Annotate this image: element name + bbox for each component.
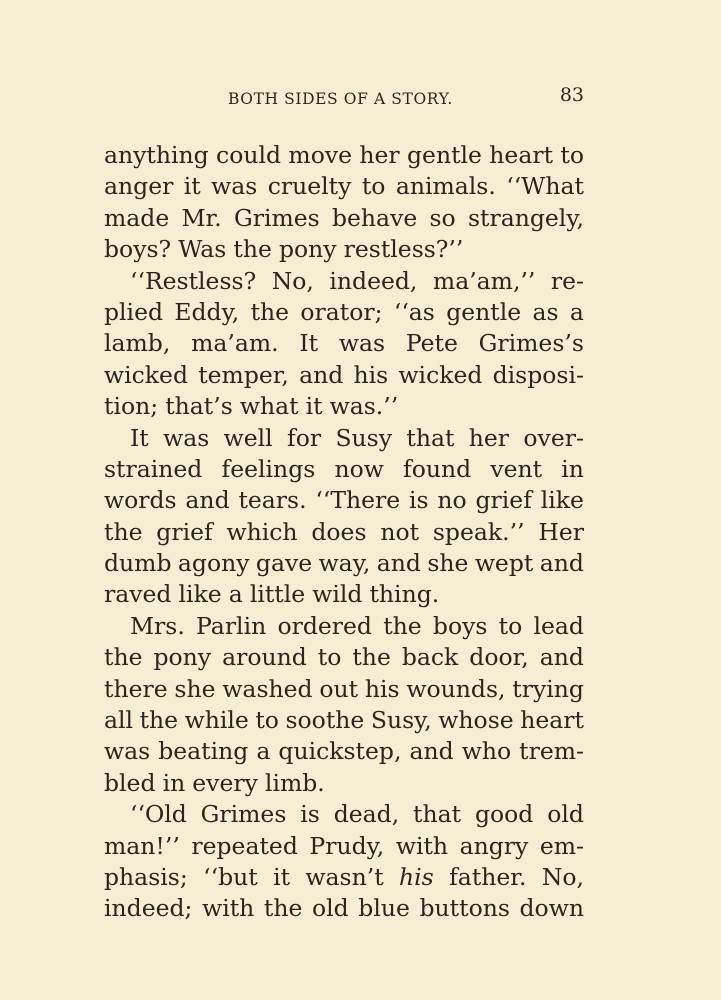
word: back — [401, 643, 459, 672]
word: animals. — [395, 172, 496, 201]
word: for — [287, 423, 322, 452]
word: tion; — [104, 392, 159, 421]
word: boys — [432, 611, 488, 640]
word: repeated — [191, 831, 298, 860]
word: there — [104, 674, 168, 703]
word: temper, — [198, 360, 289, 389]
word: wounds, — [406, 674, 506, 703]
word: trem- — [519, 737, 584, 766]
word: pony — [153, 643, 212, 672]
word: and — [376, 549, 421, 578]
word: man!’’ — [104, 831, 180, 860]
word: lamb, — [104, 329, 171, 358]
word: as — [532, 297, 559, 326]
word: plied — [104, 297, 164, 326]
word: angry — [459, 831, 529, 860]
word: washed — [222, 674, 313, 703]
word: his — [399, 862, 434, 891]
word: boys? — [104, 235, 172, 264]
word: wicked — [398, 360, 483, 389]
word: Susy — [335, 423, 393, 452]
word: his — [353, 360, 389, 389]
word: and — [409, 737, 454, 766]
word: over- — [523, 423, 584, 452]
word: good — [474, 800, 534, 829]
text-line — [104, 297, 584, 328]
word: like — [540, 486, 584, 515]
word: Eddy, — [174, 297, 240, 326]
word: Grimes — [233, 203, 320, 232]
word: whose — [438, 706, 514, 735]
page-header — [104, 84, 584, 114]
text-line — [104, 579, 584, 610]
text-line — [104, 642, 584, 673]
word: wicked — [104, 360, 188, 389]
word: Grimes — [200, 800, 287, 829]
word: it — [273, 862, 291, 891]
text-line — [104, 611, 584, 642]
word: made — [104, 203, 170, 232]
word: the — [250, 297, 290, 326]
word: wasn’t — [305, 862, 384, 891]
word: is — [300, 800, 320, 829]
word: anger — [104, 172, 174, 201]
text-line — [104, 328, 584, 359]
word: the — [104, 517, 143, 546]
text-line — [104, 517, 584, 548]
word: speak.’’ — [432, 517, 525, 546]
word: door, — [469, 643, 529, 672]
word: Susy, — [370, 706, 432, 735]
text-line — [104, 203, 584, 234]
word: grief — [156, 517, 213, 546]
running-head: BOTH SIDES OF A STORY. — [228, 90, 453, 108]
word: not — [380, 517, 420, 546]
word: little — [249, 580, 306, 609]
word: and — [539, 643, 584, 672]
word: ‘‘Restless? — [130, 266, 257, 295]
word: is — [409, 486, 429, 515]
word: ordered — [277, 611, 372, 640]
word: Prudy, — [309, 831, 385, 860]
word: trying — [512, 674, 584, 703]
word: heart — [520, 706, 584, 735]
word: wild — [312, 580, 363, 609]
word: a — [569, 297, 584, 326]
word: feelings — [221, 454, 316, 483]
text-line — [104, 736, 584, 767]
text-line — [104, 893, 584, 924]
word: so — [429, 203, 456, 232]
word: old — [311, 894, 349, 923]
word: what — [239, 392, 299, 421]
text-line — [104, 548, 584, 579]
word: Her — [538, 517, 584, 546]
word: move — [288, 141, 353, 169]
word: the — [263, 894, 303, 923]
word: father. — [449, 862, 527, 891]
word: found — [403, 454, 472, 483]
word: buttons — [419, 894, 510, 923]
word: Mrs. — [130, 611, 185, 640]
word: ma’am. — [191, 329, 279, 358]
word: ‘‘There — [315, 486, 401, 515]
text-line — [104, 862, 584, 893]
word: to — [560, 141, 584, 169]
text-line — [104, 768, 584, 799]
word: her — [468, 423, 510, 452]
word: that — [413, 800, 462, 829]
word: every — [192, 768, 258, 797]
word: around — [222, 643, 307, 672]
word: to — [255, 706, 279, 735]
word: No, — [541, 862, 584, 891]
word: ‘‘as — [393, 297, 435, 326]
word: dumb — [104, 549, 172, 578]
word: strangely, — [467, 203, 584, 232]
text-line — [104, 674, 584, 705]
text-line — [104, 799, 584, 830]
word: anything — [104, 141, 209, 169]
word: strained — [104, 454, 203, 483]
word: while — [184, 706, 249, 735]
word: all — [104, 706, 134, 735]
word: old — [547, 800, 584, 829]
word: It — [130, 423, 149, 452]
word: thing. — [369, 580, 440, 609]
page-number: 83 — [559, 84, 584, 106]
word: that’s — [165, 392, 233, 421]
word: pony — [278, 235, 337, 264]
word: agony — [177, 549, 250, 578]
text-line — [104, 171, 584, 202]
word: the — [139, 706, 179, 735]
word: re- — [550, 266, 584, 295]
word: the — [352, 643, 391, 672]
word: grief — [475, 486, 532, 515]
word: blue — [358, 894, 410, 923]
word: orator; — [300, 297, 383, 326]
word: was — [211, 172, 258, 201]
word: It — [299, 329, 319, 358]
word: tears. — [238, 486, 307, 515]
word: his — [364, 674, 400, 703]
word: soothe — [285, 706, 365, 735]
word: way, — [318, 549, 371, 578]
word: was.’’ — [329, 392, 399, 421]
word: limb. — [264, 768, 325, 797]
word: to — [361, 172, 386, 201]
word: No, — [271, 266, 314, 295]
word: cruelty — [267, 172, 352, 201]
word: she — [427, 549, 469, 578]
word: dead, — [333, 800, 400, 829]
text-line — [104, 831, 584, 862]
word: gentle — [407, 141, 482, 169]
word: with — [395, 831, 449, 860]
word: no — [437, 486, 467, 515]
word: vent — [490, 454, 543, 483]
word: words — [104, 486, 177, 515]
word: a — [256, 737, 271, 766]
word: it — [183, 172, 201, 201]
word: now — [334, 454, 384, 483]
word: that — [406, 423, 455, 452]
word: the — [383, 611, 422, 640]
word: to — [317, 643, 342, 672]
word: raved — [104, 580, 172, 609]
word: was — [104, 737, 151, 766]
word: well — [223, 423, 273, 452]
text-line — [104, 140, 584, 171]
word: the — [233, 235, 272, 264]
word: out — [319, 674, 359, 703]
body-text — [104, 140, 584, 925]
text-line — [104, 423, 584, 454]
word: was — [338, 329, 386, 358]
word: Mr. — [181, 203, 222, 232]
word: to — [498, 611, 523, 640]
word: like — [178, 580, 222, 609]
text-line — [104, 391, 584, 422]
word: ‘‘What — [506, 172, 584, 201]
word: ‘‘Old — [130, 800, 187, 829]
word: could — [216, 141, 282, 169]
word: it — [305, 392, 323, 421]
word: down — [519, 894, 584, 923]
word: behave — [331, 203, 418, 232]
word: lead — [533, 611, 584, 640]
word: and — [539, 549, 584, 578]
word: bled — [104, 768, 156, 797]
word: was — [163, 423, 210, 452]
word: a — [228, 580, 243, 609]
word: Parlin — [196, 611, 267, 640]
word: does — [311, 517, 367, 546]
text-line — [104, 705, 584, 736]
word: ma’am,’’ — [432, 266, 536, 295]
word: which — [226, 517, 298, 546]
word: in — [162, 768, 186, 797]
word: Was — [178, 235, 227, 264]
word: her — [359, 141, 400, 169]
word: and — [185, 486, 230, 515]
word: heart — [489, 141, 554, 169]
word: phasis; — [104, 862, 188, 891]
word: indeed, — [329, 266, 418, 295]
word: ‘‘but — [203, 862, 258, 891]
word: beating — [158, 737, 249, 766]
word: Grimes’s — [478, 329, 584, 358]
word: wept — [474, 549, 534, 578]
word: the — [104, 643, 143, 672]
word: she — [174, 674, 216, 703]
word: disposi- — [492, 360, 584, 389]
text-line — [104, 485, 584, 516]
word: who — [461, 737, 512, 766]
word: gentle — [446, 297, 522, 326]
word: Pete — [405, 329, 458, 358]
text-line — [104, 266, 584, 297]
word: quickstep, — [278, 737, 402, 766]
text-line — [104, 454, 584, 485]
word: with — [202, 894, 255, 923]
word: indeed; — [104, 894, 193, 923]
word: in — [561, 454, 584, 483]
word: and — [299, 360, 344, 389]
word: restless?’’ — [343, 235, 464, 264]
word: em- — [539, 831, 584, 860]
text-line — [104, 360, 584, 391]
text-line — [104, 234, 584, 265]
word: gave — [255, 549, 313, 578]
